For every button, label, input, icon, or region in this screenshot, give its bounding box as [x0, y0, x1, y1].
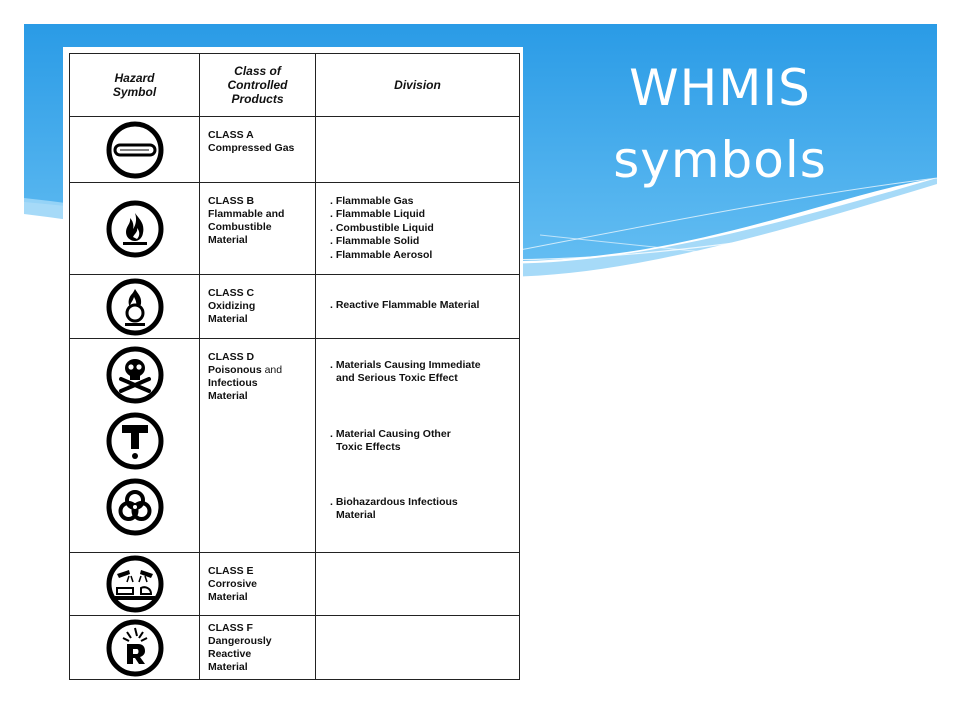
- class-desc: Flammable and Combustible Material: [208, 208, 285, 246]
- class-cell: [200, 553, 316, 616]
- class-code: CLASS C: [208, 287, 255, 299]
- table-row: [70, 616, 520, 680]
- compressed-gas-icon: [105, 120, 165, 180]
- division-item: . Flammable Liquid: [330, 208, 426, 221]
- symbol-cell: [70, 553, 200, 616]
- class-desc-line3: Material: [208, 390, 248, 402]
- symbol-cell: [70, 339, 200, 553]
- header-hazard-symbol: Hazard Symbol: [70, 54, 200, 117]
- division-cell: [316, 275, 520, 339]
- division-cell: [316, 553, 520, 616]
- toxic-t-icon: [105, 411, 165, 471]
- table-row: [70, 275, 520, 339]
- class-desc-line1: [208, 364, 315, 377]
- division-item: . Biohazardous Infectious Material: [330, 495, 458, 522]
- class-cell: [200, 117, 316, 183]
- class-desc-line2: Infectious: [208, 377, 258, 389]
- division-item: . Materials Causing Immediate and Serious Toxic Effect: [330, 359, 481, 385]
- slide-title: [600, 52, 840, 196]
- header-class: Class of Controlled Products: [200, 54, 316, 117]
- division-item: . Flammable Aerosol: [330, 248, 433, 261]
- dangerously-reactive-icon: [105, 618, 165, 678]
- division-item: . Material Causing Other Toxic Effects: [330, 427, 451, 454]
- class-desc: Compressed Gas: [208, 142, 295, 154]
- symbol-cell: [70, 616, 200, 680]
- class-code: CLASS A: [208, 129, 254, 141]
- flame-icon: [105, 199, 165, 259]
- class-desc-bold: Poisonous: [208, 364, 262, 376]
- title-line-1: WHMIS: [629, 59, 811, 117]
- division-item: . Flammable Gas: [330, 195, 414, 207]
- class-desc: Oxidizing Material: [208, 300, 256, 325]
- flame-over-circle-icon: [105, 277, 165, 337]
- class-cell: [200, 616, 316, 680]
- symbol-cell: [70, 117, 200, 183]
- division-cell: [316, 117, 520, 183]
- class-code: CLASS E: [208, 565, 254, 577]
- table-row: [70, 183, 520, 275]
- symbol-cell: [70, 183, 200, 275]
- symbol-cell: [70, 275, 200, 339]
- division-cell: [316, 616, 520, 680]
- division-item: . Reactive Flammable Material: [330, 299, 480, 311]
- table-row: [70, 339, 520, 553]
- title-line-2: symbols: [613, 131, 827, 189]
- header-division: Division: [316, 54, 520, 117]
- class-desc: Corrosive Material: [208, 578, 258, 603]
- table-row: [70, 117, 520, 183]
- class-desc: Dangerously Reactive Material: [208, 635, 272, 673]
- division-item: . Flammable Solid: [330, 235, 420, 248]
- class-code: CLASS D: [208, 351, 255, 363]
- division-item: . Combustible Liquid: [330, 221, 434, 234]
- division-cell: [316, 339, 520, 553]
- class-code: CLASS B: [208, 195, 255, 207]
- class-cell: [200, 183, 316, 275]
- class-desc-rest: and: [261, 364, 283, 376]
- table-row: [70, 553, 520, 616]
- whmis-table: [69, 53, 520, 680]
- corrosive-icon: [105, 554, 165, 614]
- division-cell: [316, 183, 520, 275]
- whmis-table-card: [63, 47, 523, 682]
- class-cell: [200, 339, 316, 553]
- skull-crossbones-icon: [105, 345, 165, 405]
- class-code: CLASS F: [208, 622, 253, 634]
- table-header-row: [70, 54, 520, 117]
- class-cell: [200, 275, 316, 339]
- biohazard-icon: [105, 477, 165, 537]
